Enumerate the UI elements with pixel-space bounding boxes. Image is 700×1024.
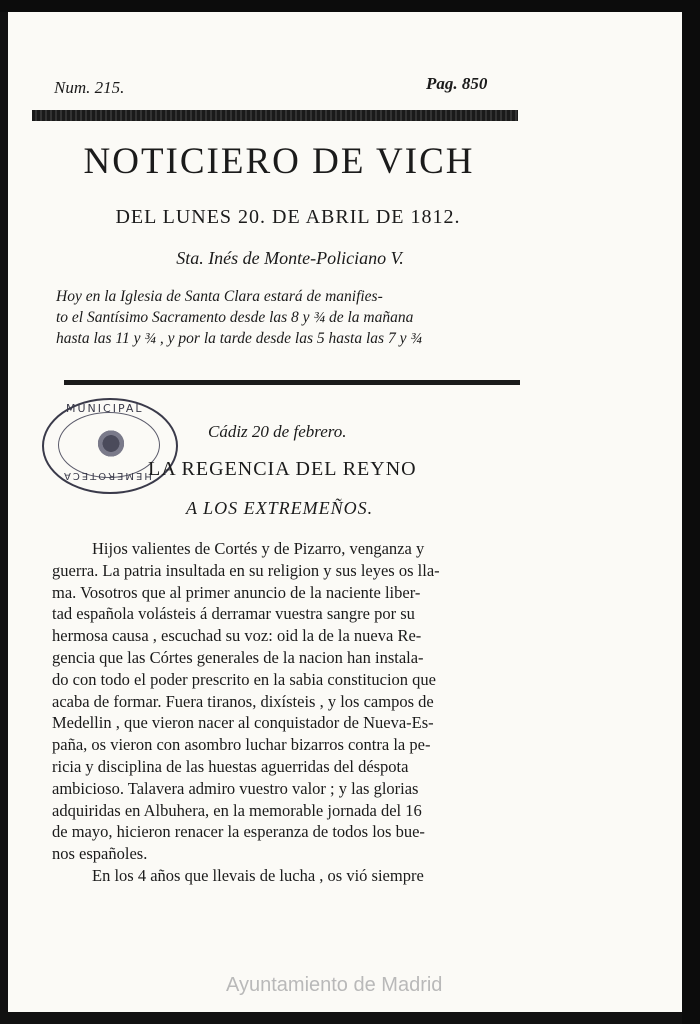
stamp-top-text: MUNICIPAL	[66, 402, 144, 415]
article-line: Hijos valientes de Cortés y de Pizarro, venganza y	[92, 539, 425, 558]
article-line: ma. Vosotros que al primer anuncio de la naciente liber-	[52, 582, 421, 602]
article-line: En los 4 años que llevais de lucha , os vió siempre	[92, 865, 424, 885]
article-place-date: Cádiz 20 de febrero.	[208, 422, 347, 441]
article-line: hermosa causa , escuchad su voz: oid la de la nueva Re-	[52, 626, 422, 646]
newspaper-page	[8, 12, 682, 1012]
article-line: nos españoles.	[52, 844, 148, 864]
dateline: DEL LUNES 20. DE ABRIL DE 1812.	[115, 206, 461, 228]
scan-border-top	[0, 0, 700, 12]
notice-line: Hoy en la Iglesia de Santa Clara estará de manifies-	[56, 288, 383, 305]
section-rule	[64, 380, 520, 385]
article-line: ricia y disciplina de las huestas aguerridas del déspota	[52, 756, 409, 776]
article-body	[52, 538, 546, 887]
article-line: de mayo, hicieron renacer la esperanza de todos los bue-	[52, 822, 425, 842]
article-line: ambicioso. Talavera admiro vuestro valor ; y las glorias	[52, 778, 419, 798]
saint-of-day: Sta. Inés de Monte-Policiano V.	[176, 248, 404, 268]
scan-border-right	[682, 0, 700, 1024]
article-line: acaba de formar. Fuera tiranos, dixísteis , y los campos de	[52, 691, 434, 711]
notice-line: hasta las 11 y ¾ , y por la tarde desde las 5 hasta las 7 y ¾	[56, 330, 422, 347]
article-line: do con todo el poder prescrito en la sabia constitucion que	[52, 669, 436, 689]
article-line: paña, os vieron con asombro luchar bizarros contra la pe-	[52, 735, 431, 755]
article-line: adquiridas en Albuhera, en la memorable jornada del 16	[52, 800, 422, 820]
article-heading: LA REGENCIA DEL REYNO	[148, 458, 417, 480]
church-notice	[56, 286, 524, 349]
watermark: Ayuntamiento de Madrid	[226, 974, 443, 996]
crest-icon	[94, 430, 128, 460]
article-line: guerra. La patria insultada en su religion y sus leyes os lla-	[52, 560, 440, 580]
issue-number: Num. 215.	[54, 78, 125, 97]
article-line: tad española volásteis á derramar vuestra sangre por su	[52, 604, 415, 624]
article-line: gencia que las Córtes generales de la nacion han instala-	[52, 647, 424, 667]
notice-line: to el Santísimo Sacramento desde las 8 y ¾ de la mañana	[56, 309, 414, 326]
article-subheading: A LOS EXTREMEÑOS.	[186, 498, 374, 518]
top-rule	[32, 110, 518, 121]
article-line: Medellin , que vieron nacer al conquistador de Nueva-Es-	[52, 713, 434, 733]
stamp-bottom-text: HEMEROTECA	[62, 470, 152, 481]
page-number: Pag. 850	[426, 74, 488, 93]
masthead-title: NOTICIERO DE VICH	[83, 141, 475, 182]
